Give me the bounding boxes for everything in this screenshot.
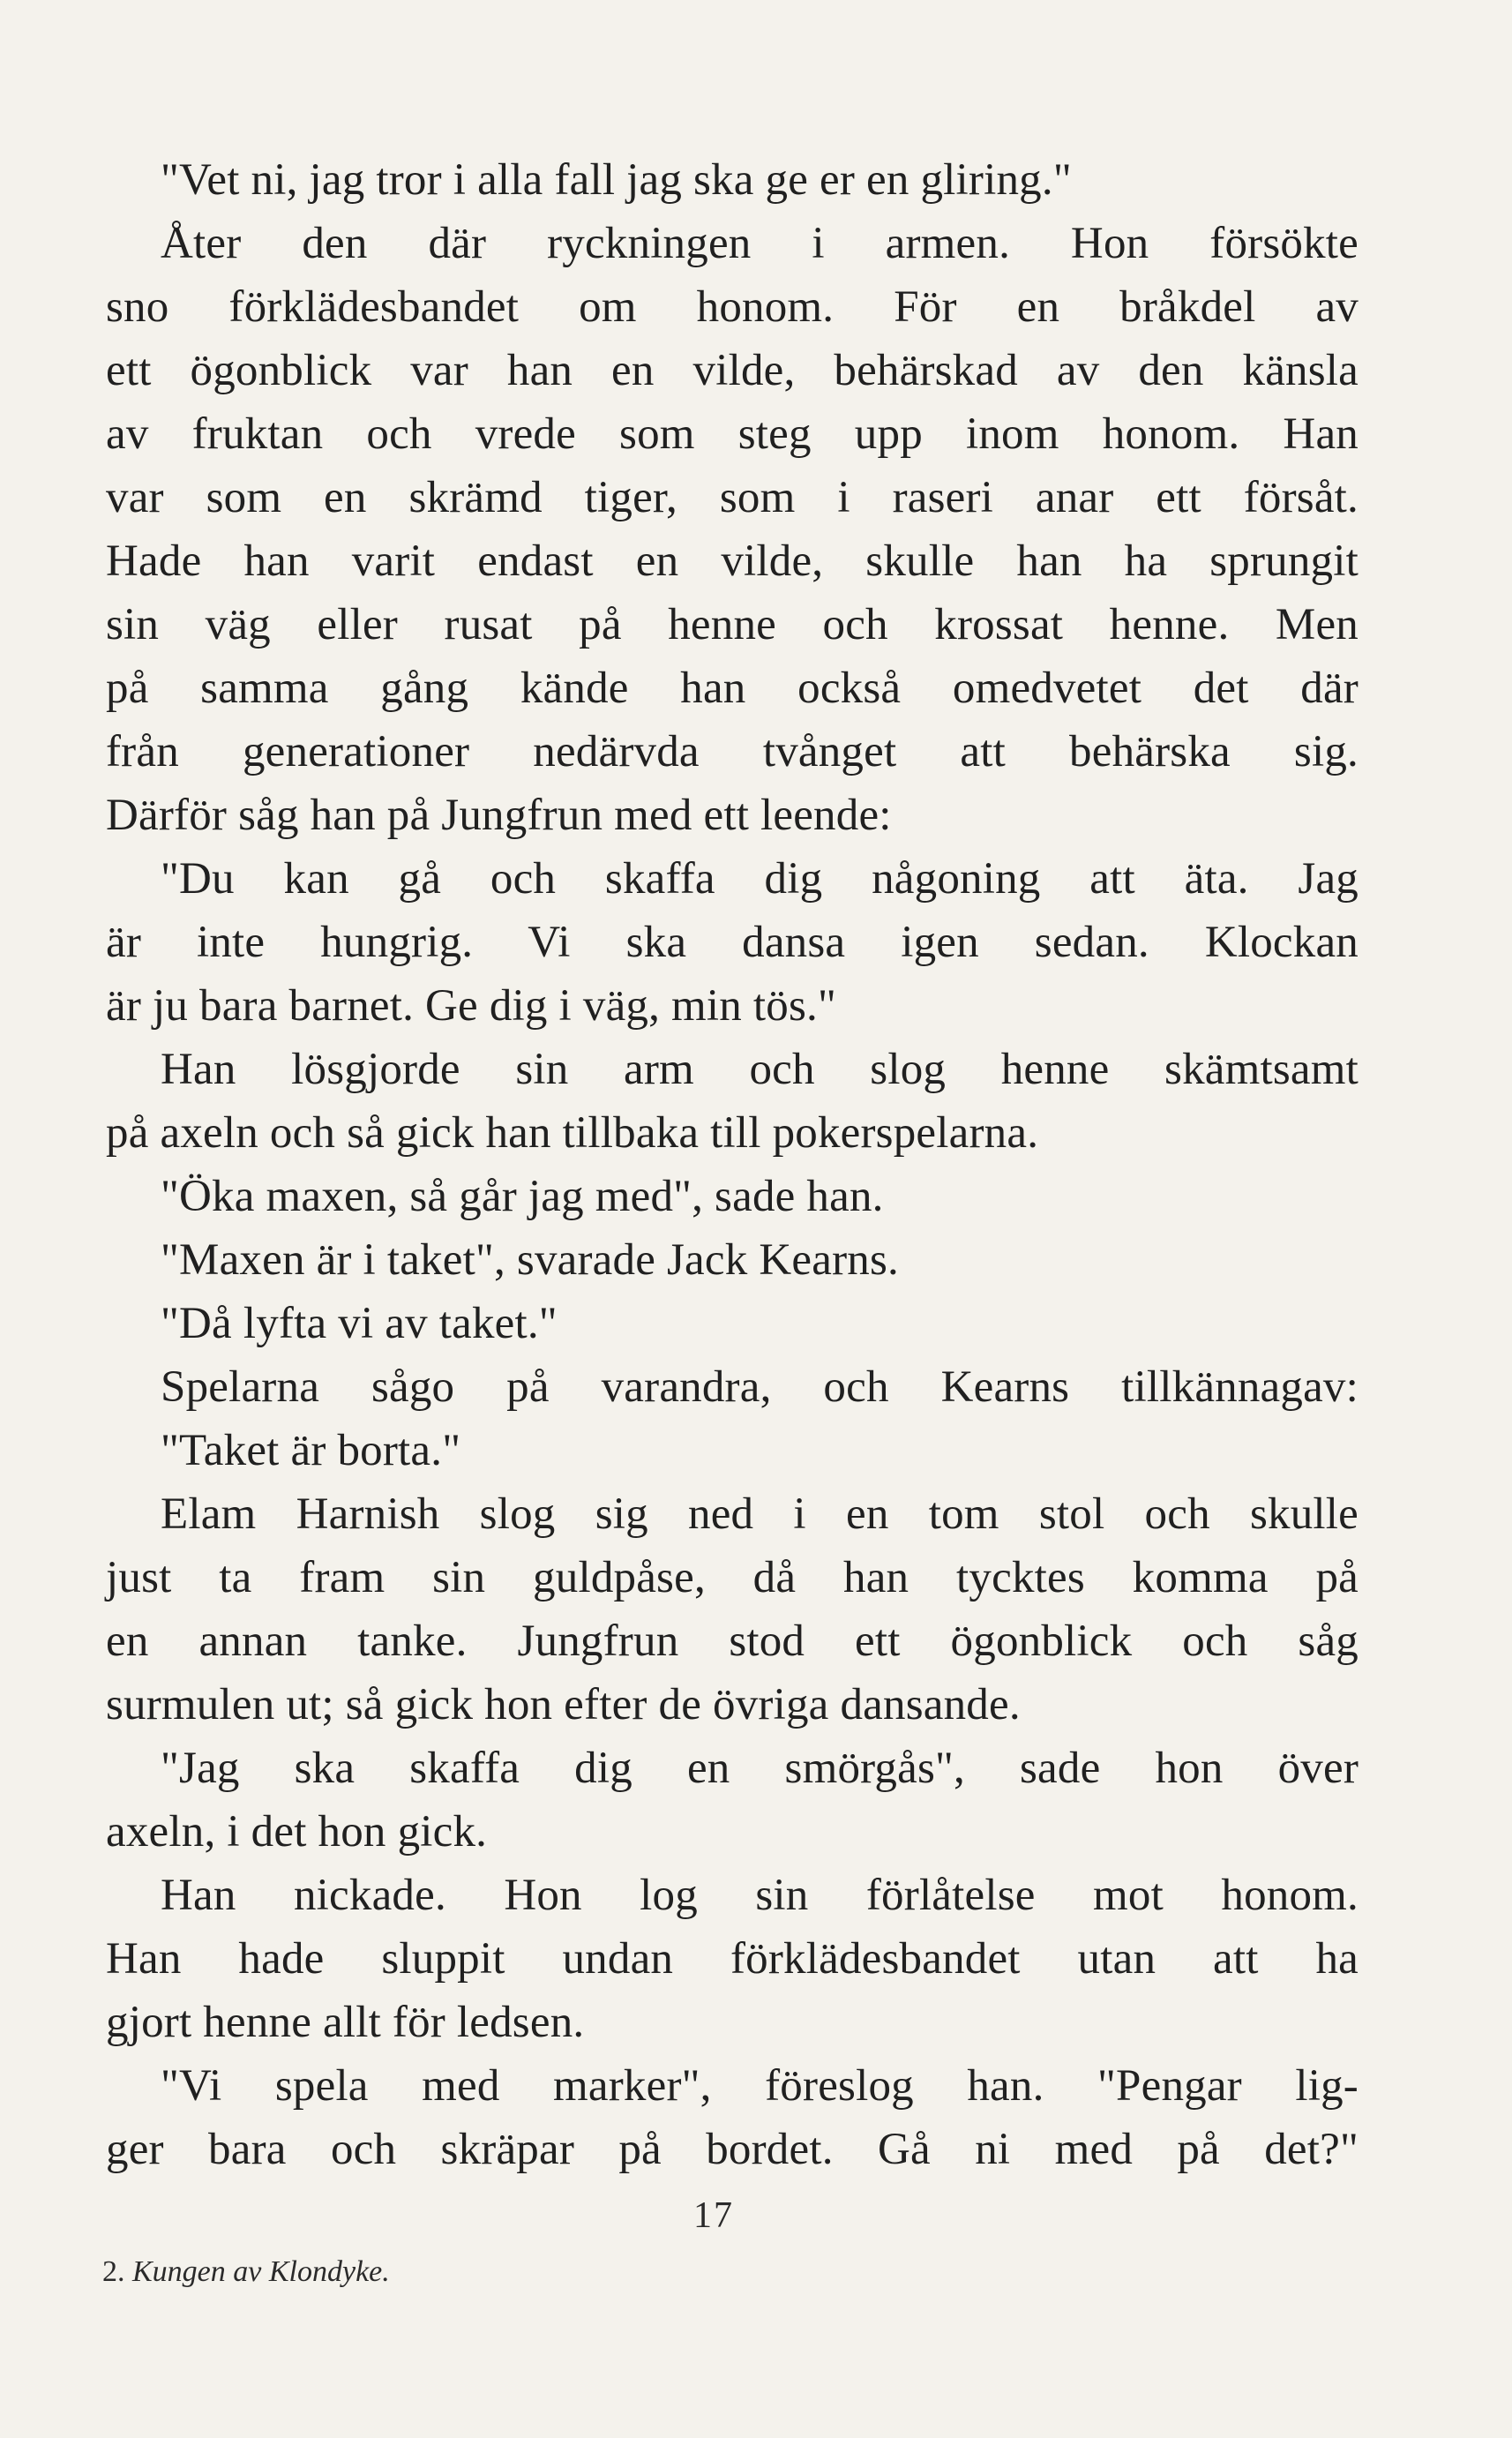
text-line: just ta fram sin guldpåse, då han tycktes komma på xyxy=(106,1553,1359,1602)
text-line: en annan tanke. Jungfrun stod ett ögonblick och såg xyxy=(106,1617,1359,1666)
text-line: var som en skrämd tiger, som i raseri anar ett försåt. xyxy=(106,473,1359,522)
text-line: surmulen ut; så gick hon efter de övriga dansande. xyxy=(106,1680,1021,1729)
text-line: Åter den där ryckningen i armen. Hon försökte xyxy=(161,219,1359,268)
text-line: är ju bara barnet. Ge dig i väg, min tös." xyxy=(106,981,836,1031)
text-line: axeln, i det hon gick. xyxy=(106,1807,488,1857)
text-line: Han lösgjorde sin arm och slog henne skämtsamt xyxy=(161,1045,1359,1094)
text-line: Han hade sluppit undan förklädesbandet utan att ha xyxy=(106,1934,1359,1984)
text-line: sin väg eller rusat på henne och krossat henne. Men xyxy=(106,600,1359,649)
text-line: ger bara och skräpar på bordet. Gå ni med på det?" xyxy=(106,2125,1359,2174)
text-line: ett ögonblick var han en vilde, behärskad av den känsla xyxy=(106,346,1359,395)
text-line: "Maxen är i taket", svarade Jack Kearns. xyxy=(161,1235,899,1285)
footer-signature xyxy=(102,2255,390,2289)
text-line: på axeln och så gick han tillbaka till pokerspelarna. xyxy=(106,1108,1039,1158)
text-line: Elam Harnish slog sig ned i en tom stol och skulle xyxy=(161,1489,1359,1539)
text-line: Därför såg han på Jungfrun med ett leende: xyxy=(106,791,892,840)
text-line: "Vi spela med marker", föreslog han. "Pengar lig- xyxy=(161,2061,1359,2111)
text-line: "Då lyfta vi av taket." xyxy=(161,1299,558,1348)
text-line: av fruktan och vrede som steg upp inom honom. Han xyxy=(106,409,1359,459)
text-line: "Vet ni, jag tror i alla fall jag ska ge er en gliring." xyxy=(161,155,1072,205)
text-line: Hade han varit endast en vilde, skulle han ha sprungit xyxy=(106,536,1359,586)
text-line: "Taket är borta." xyxy=(161,1426,461,1475)
text-line: gjort henne allt för ledsen. xyxy=(106,1998,585,2047)
text-line: från generationer nedärvda tvånget att behärska sig. xyxy=(106,727,1359,776)
text-line: är inte hungrig. Vi ska dansa igen sedan. Klockan xyxy=(106,918,1359,967)
text-line: på samma gång kände han också omedvetet det där xyxy=(106,664,1359,713)
text-line: Han nickade. Hon log sin förlåtelse mot honom. xyxy=(161,1871,1359,1920)
signature-number: 2. xyxy=(102,2255,125,2288)
text-line: sno förklädesbandet om honom. För en bråkdel av xyxy=(106,282,1359,332)
signature-title: Kungen av Klondyke. xyxy=(132,2255,390,2288)
text-line: "Jag ska skaffa dig en smörgås", sade hon över xyxy=(161,1744,1359,1793)
text-line: Spelarna sågo på varandra, och Kearns tillkännagav: xyxy=(161,1362,1359,1412)
text-line: "Öka maxen, så går jag med", sade han. xyxy=(161,1172,884,1221)
body-text xyxy=(106,148,1359,2181)
text-line: "Du kan gå och skaffa dig någoning att äta. Jag xyxy=(161,854,1359,904)
page-number: 17 xyxy=(693,2195,734,2236)
